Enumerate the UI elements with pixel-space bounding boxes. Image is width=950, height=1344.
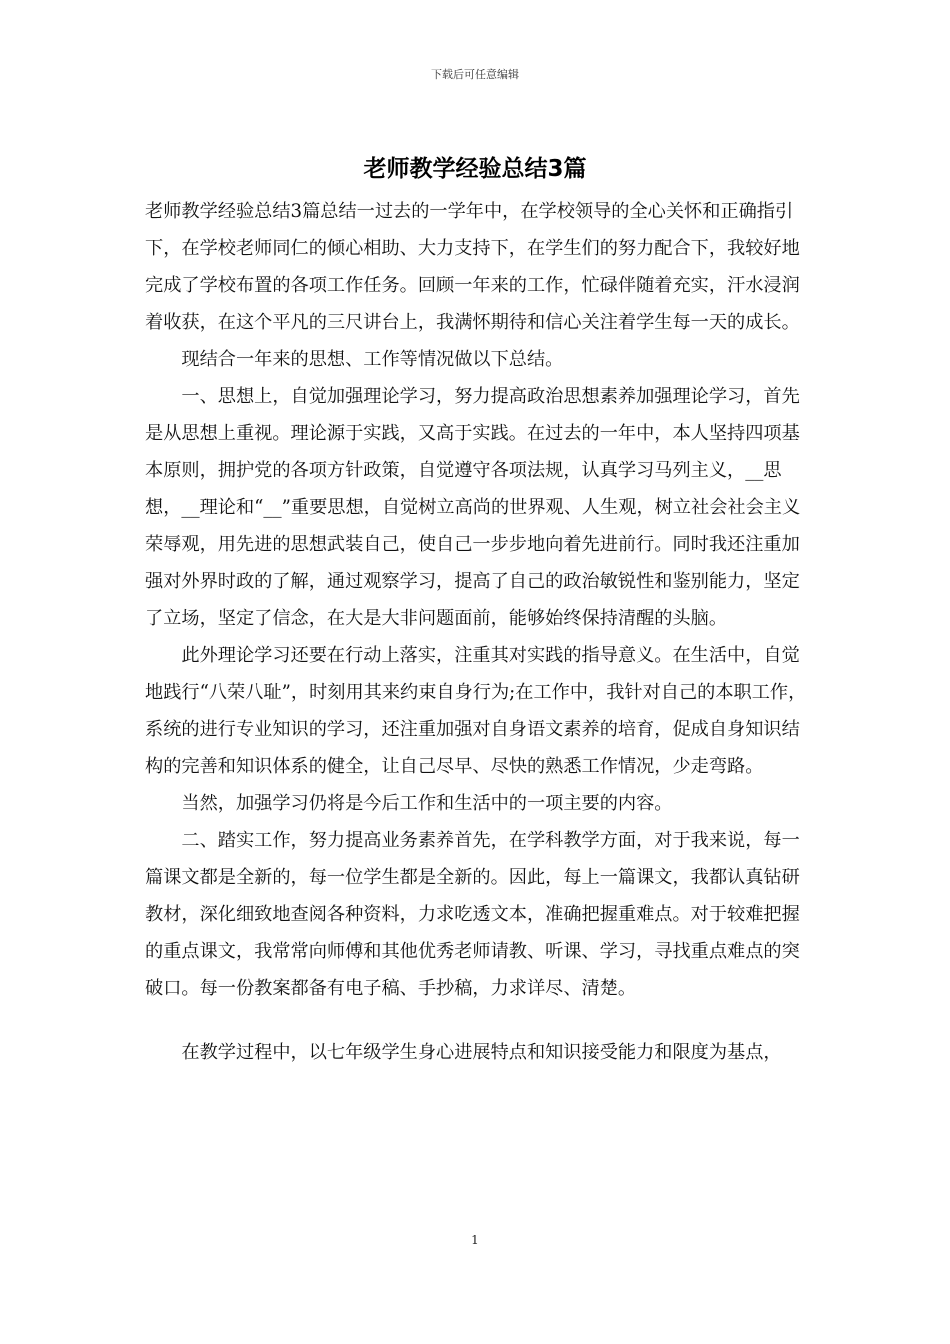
paragraph: 当然，加强学习仍将是今后工作和生活中的一项主要的内容。 [181,793,673,814]
paragraph: 二、踏实工作，努力提高业务素养首先，在学科教学方面，对于我来说，每一篇课文都是全新的，每一位学生都是全新的。因此，每上一篇课文，我都认真钻研教材，深化细致地查阅各种资料，力求吃透文本，准确把握重难点。对于较难把握的重点课文，我常常向师傅和其他优秀老师请教、听课、学习，寻找重点难点的突破口。每一份教案都备有电子稿、手抄稿，力求详尽、清楚。 [145,830,800,999]
page-header: 下载后可任意编辑 [431,68,519,81]
page-number: 1 [471,1233,479,1247]
paragraph: 老师教学经验总结3篇总结一过去的一学年中，在学校领导的全心关怀和正确指引下，在学校老师同仁的倾心相助、大力支持下，在学生们的努力配合下，我较好地完成了学校布置的各项工作任务。回顾一年来的工作，忙碌伴随着充实，汗水浸润着收获，在这个平凡的三尺讲台上，我满怀期待和信心关注着学生每一天的成长。 [145,201,800,333]
paragraph: 现结合一年来的思想、工作等情况做以下总结。 [181,349,564,370]
paragraph: 在教学过程中，以七年级学生身心进展特点和知识接受能力和限度为基点， [181,1042,782,1063]
document-title: 老师教学经验总结3篇 [363,156,587,182]
document-body [145,193,815,1071]
paragraph: 此外理论学习还要在行动上落实，注重其对实践的指导意义。在生活中，自觉地践行“八荣八耻”，时刻用其来约束自身行为;在工作中，我针对自己的本职工作，系统的进行专业知识的学习，还注重加强对自身语文素养的培育，促成自身知识结构的完善和知识体系的健全，让自己尽早、尽快的熟悉工作情况，少走弯路。 [145,645,807,777]
paragraph: 一、思想上，自觉加强理论学习，努力提高政治思想素养加强理论学习，首先是从思想上重视。理论源于实践，又高于实践。在过去的一年中，本人坚持四项基本原则，拥护党的各项方针政策，自觉遵守各项法规，认真学习马列主义，__思想，__理论和“__”重要思想，自觉树立高尚的世界观、人生观，树立社会社会主义荣辱观，用先进的思想武装自己，使自己一步步地向着先进前行。同时我还注重加强对外界时政的了解，通过观察学习，提高了自己的政治敏锐性和鉴别能力，坚定了立场，坚定了信念，在大是大非问题面前，能够始终保持清醒的头脑。 [145,386,801,629]
